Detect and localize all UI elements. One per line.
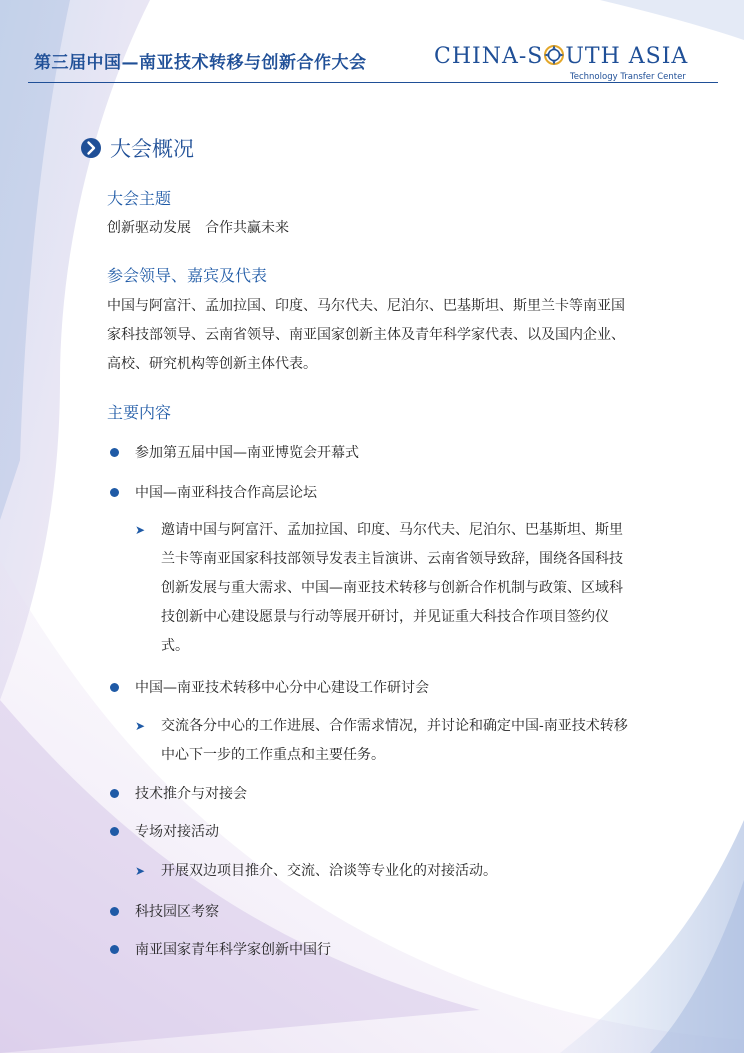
section-header [80,133,194,163]
logo-text-left: CHINA-S [434,44,544,69]
header-divider [28,82,718,83]
logo-emblem-icon [543,44,565,66]
attendees-heading: 参会领导、嘉宾及代表 [107,266,268,285]
arrow-right-icon: ➤ [135,719,146,733]
theme-text: 创新驱动发展 合作共赢未来 [107,220,289,236]
content-heading: 主要内容 [107,403,172,422]
bullet-dot [110,945,119,954]
header-title: 第三届中国—南亚技术转移与创新合作大会 [34,53,367,73]
arrow-right-icon: ➤ [135,523,146,537]
bullet-dot [110,488,119,497]
arrow-right-icon: ➤ [135,864,146,878]
section-title: 大会概况 [110,137,194,161]
bullet-dot [110,789,119,798]
theme-heading: 大会主题 [107,189,172,208]
bullet-dot [110,907,119,916]
attendees-text: 中国与阿富汗、孟加拉国、印度、马尔代夫、尼泊尔、巴基斯坦、斯里兰卡等南亚国家科技部领导、云南省领导、南亚国家创新主体及青年科学家代表、以及国内企业、高校、研究机构等创新主体代表。 [107,298,625,372]
page: 第三届中国—南亚技术转移与创新合作大会 CHINA-S UTH ASIA Technology Transfer Center 大会概况 大会主题 创新驱动发展 合作共赢未来 参会领导、嘉宾及代表 中国与阿富汗、孟加拉国、印度、马尔代夫、尼泊尔、巴基斯坦、斯里兰卡等南亚国家科技部领导、云南省领导、南亚国家创新主体及青年科学家代表、以及国内企业、高校、研究机构等创新主体代表。 主要内容 参加第五届中国—南亚博览会开幕式 中国—南亚科技合作高层论坛 ➤ 邀请中国与阿富汗、孟加拉国、印度、马尔代夫、尼泊尔、巴基斯坦、斯里兰卡等南亚国家科技部领导发表主旨演讲、云南省领导致辞，围绕各国科技创新发展与重大需求、中国—南亚技术转移与创新合作机制与政策、区域科技创新中心建设愿景与行动等展开研讨，并见证重大科技合作项目签约仪式。 中国—南亚技术转移中心分中心建设工作研讨会 ➤ 交流各分中心的工作进展、合作需求情况，并讨论和确定中国-南亚技术转移中心下一步的工作重点和主要任务。 技术推介与对接会 专场对接活动 ➤ 开展双边项目推介、交流、洽谈等专业化的对接活动。 科技园区考察 南亚国家青年科学家创新中国行 [0,0,744,1053]
logo [434,44,688,69]
bullet-dot [110,683,119,692]
logo-text-right: UTH ASIA [565,44,689,69]
bullet-dot [110,827,119,836]
bullet-dot [110,448,119,457]
chevron-right-circle-icon [80,137,102,159]
logo-subtitle: Technology Transfer Center [570,72,686,82]
